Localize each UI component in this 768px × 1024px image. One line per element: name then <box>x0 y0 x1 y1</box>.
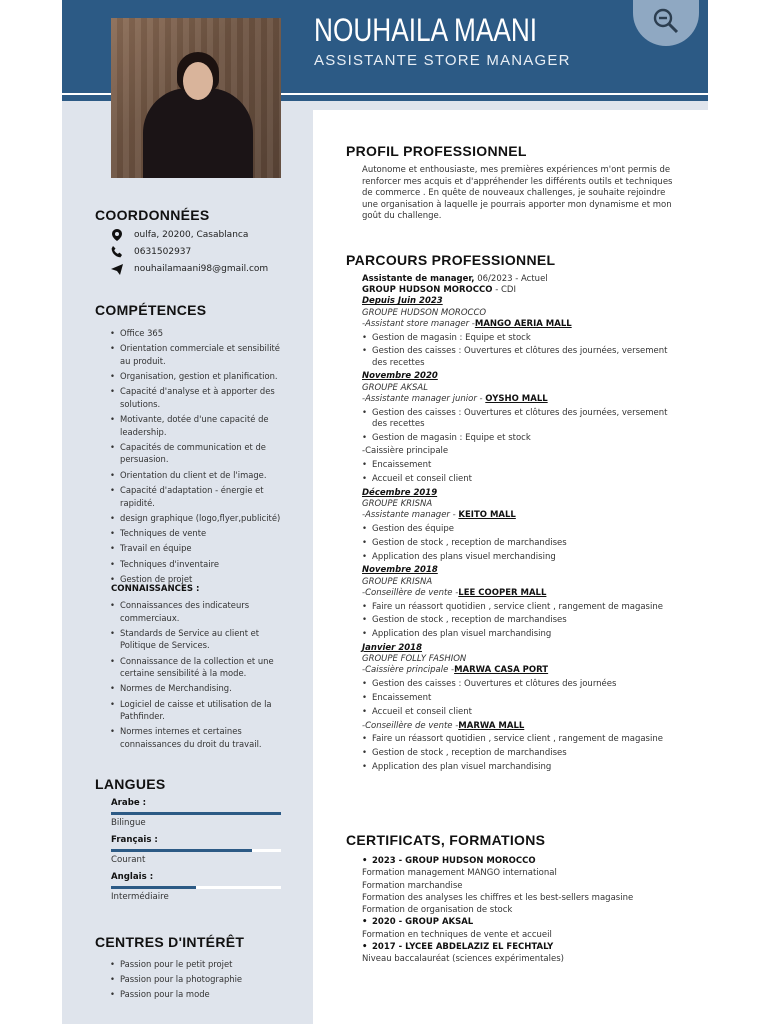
store-name: KEITO MALL <box>458 510 516 521</box>
language-level-bar <box>111 886 281 889</box>
experience-role <box>362 665 682 676</box>
list-item: • Passion pour le petit projet <box>110 958 290 971</box>
certificate-line: Formation management MANGO international <box>362 868 557 879</box>
current-period: 06/2023 - Actuel <box>474 274 548 284</box>
current-role: Assistante de manager, <box>362 274 475 284</box>
header-stripe-light <box>313 101 708 110</box>
list-item: • Connaissance de la collection et une certaine sensibilité à la mode. <box>110 655 285 680</box>
language-level: Intermédiaire <box>111 892 169 902</box>
list-item: • Passion pour la photographie <box>110 973 290 986</box>
experience-role <box>362 721 682 732</box>
profile-section-title: PROFIL PROFESSIONNEL <box>346 143 527 159</box>
list-item: • Motivante, dotée d'une capacité de leadership. <box>110 413 285 438</box>
role-title: -Assistante manager junior - <box>362 393 486 404</box>
store-name: LEE COOPER MALL <box>458 587 547 598</box>
skills-section-title: COMPÉTENCES <box>95 302 207 318</box>
experience-list <box>362 274 682 776</box>
list-item: • Gestion des équipe <box>362 524 682 535</box>
language-level: Courant <box>111 855 146 865</box>
experience-role <box>362 319 682 330</box>
certificates-section-title: CERTIFICATS, FORMATIONS <box>346 832 546 848</box>
experience-role <box>362 588 682 599</box>
location-pin-icon <box>110 229 124 241</box>
candidate-job-title: ASSISTANTE STORE MANAGER <box>314 52 571 69</box>
list-item: • Orientation du client et de l'image. <box>110 469 285 482</box>
experience-role <box>362 394 682 405</box>
profile-text: Autonome et enthousiaste, mes premières expériences m'ont permis de renforcer mes acquis et d'appréhender les différents outils et techniques de commerce . En quête de nouveaux challenges, je souhaite rejoindre une organisation à laquelle je pourrais apporter mon dynamisme et mon goût du challenge. <box>362 165 673 221</box>
language-level-fill <box>111 886 196 889</box>
task-list <box>362 734 682 773</box>
language-level-fill <box>111 812 281 815</box>
task-list <box>362 408 682 444</box>
list-item: • Faire un réassort quotidien , service client , rangement de magasine <box>362 602 682 613</box>
send-icon <box>110 263 124 275</box>
contact-email-text[interactable]: nouhailamaani98@gmail.com <box>134 264 269 274</box>
list-item: • Passion pour la mode <box>110 988 290 1001</box>
experience-date: Novembre 2018 <box>362 565 438 576</box>
experience-company: GROUPE FOLLY FASHION <box>362 654 467 665</box>
store-name: MANGO AERIA MALL <box>474 318 572 329</box>
list-item: • Logiciel de caisse et utilisation de la Pathfinder. <box>110 698 285 723</box>
list-item: • Orientation commerciale et sensibilité au produit. <box>110 342 285 367</box>
role-title: -Assistante manager - <box>362 510 459 521</box>
current-company: GROUP HUDSON MOROCCO <box>362 285 493 296</box>
phone-icon <box>110 246 124 258</box>
certificate-header: • 2017 - LYCEE ABDELAZIZ EL FECHTALY <box>362 941 682 953</box>
interests-list <box>110 958 290 1003</box>
interests-section-title: CENTRES D'INTÉRÊT <box>95 934 245 950</box>
task-list <box>362 679 682 718</box>
list-item: • Gestion des caisses : Ouvertures et clôtures des journées, versement des recettes <box>362 346 682 368</box>
certificate-header: • 2020 - GROUP AKSAL <box>362 916 682 928</box>
list-item: • Travail en équipe <box>110 542 285 555</box>
certificate-header: • 2023 - GROUP HUDSON MOROCCO <box>362 855 682 867</box>
experience-role <box>362 510 682 521</box>
list-item: • Encaissement <box>362 460 682 471</box>
candidate-name: NOUHAILA MAANI <box>314 12 538 48</box>
list-item: • Gestion de magasin : Equipe et stock <box>362 433 682 444</box>
language-level-fill <box>111 849 252 852</box>
contact-section-title: COORDONNÉES <box>95 207 210 223</box>
knowledge-list <box>110 599 285 753</box>
list-item: • Accueil et conseil client <box>362 474 682 485</box>
task-list <box>362 602 682 641</box>
list-item: • Connaissances des indicateurs commerciaux. <box>110 599 285 624</box>
list-item: • Normes de Merchandising. <box>110 682 285 695</box>
certificate-line: Formation marchandise <box>362 880 463 891</box>
list-item: • Application des plan visuel marchandising <box>362 629 682 640</box>
list-item: • Techniques de vente <box>110 527 285 540</box>
certificate-line: Niveau baccalauréat (sciences expérimentales) <box>362 954 564 965</box>
list-item: • Gestion de magasin : Equipe et stock <box>362 333 682 344</box>
experience-role <box>362 446 682 457</box>
contact-phone-text: 0631502937 <box>134 247 192 257</box>
list-item: • Gestion des caisses : Ouvertures et clôtures des journées, versement des recettes <box>362 408 682 430</box>
list-item: • Faire un réassort quotidien , service client , rangement de magasine <box>362 734 682 745</box>
certificates-list <box>362 855 682 966</box>
experience-company: GROUPE AKSAL <box>362 382 428 393</box>
experience-company: GROUPE KRISNA <box>362 499 433 509</box>
list-item: • Encaissement <box>362 693 682 704</box>
contact-email <box>110 263 268 275</box>
list-item: • Organisation, gestion et planification. <box>110 370 285 383</box>
list-item: • Gestion de stock , reception de marchandises <box>362 748 682 759</box>
experience-date: Janvier 2018 <box>362 642 422 653</box>
language-level-bar <box>111 849 281 852</box>
list-item: • Normes internes et certaines connaissances du droit du travail. <box>110 725 285 750</box>
list-item: • Office 365 <box>110 327 285 340</box>
current-contract: - CDI <box>492 285 516 296</box>
list-item: • Accueil et conseil client <box>362 707 682 718</box>
experience-blocks <box>362 296 682 773</box>
certificate-line: Formation des analyses les chiffres et les best-sellers magasine <box>362 892 634 903</box>
language-name: Arabe : <box>111 798 147 808</box>
store-name: MARWA MALL <box>458 720 525 731</box>
contact-phone <box>110 246 191 258</box>
language-level: Bilingue <box>111 818 146 828</box>
list-item: • Techniques d'inventaire <box>110 558 285 571</box>
task-list <box>362 524 682 563</box>
knowledge-title: CONNAISSANCES : <box>111 584 200 594</box>
experience-section-title: PARCOURS PROFESSIONNEL <box>346 252 556 268</box>
language-name: Français : <box>111 835 158 845</box>
zoom-out-icon <box>651 6 681 36</box>
list-item: • Capacité d'adaptation - énergie et rapidité. <box>110 484 285 509</box>
language-level-bar <box>111 812 281 815</box>
language-name: Anglais : <box>111 872 154 882</box>
role-title: -Assistant store manager - <box>362 318 475 329</box>
list-item: • Application des plan visuel marchandising <box>362 762 682 773</box>
role-title: -Conseillère de vente - <box>362 720 459 731</box>
experience-date: Depuis Juin 2023 <box>362 296 443 307</box>
list-item: • Standards de Service au client et Politique de Services. <box>110 627 285 652</box>
list-item: • Gestion des caisses : Ouvertures et clôtures des journées <box>362 679 682 690</box>
experience-date: Décembre 2019 <box>362 487 438 498</box>
list-item: • Capacité d'analyse et à apporter des solutions. <box>110 385 285 410</box>
list-item: • Capacités de communication et de persuasion. <box>110 441 285 466</box>
list-item: • Gestion de stock , reception de marchandises <box>362 615 682 626</box>
contact-address-text: oulfa, 20200, Casablanca <box>134 230 249 240</box>
role-title: -Conseillère de vente - <box>362 587 459 598</box>
task-list <box>362 460 682 485</box>
list-item: • design graphique (logo,flyer,publicité) <box>110 512 285 525</box>
certificate-line: Formation de organisation de stock <box>362 905 513 916</box>
certificate-line: Formation en techniques de vente et accueil <box>362 929 552 940</box>
profile-photo <box>111 18 281 178</box>
store-name: OYSHO MALL <box>485 393 548 404</box>
role-title: -Caissière principale - <box>362 665 455 676</box>
task-list <box>362 333 682 369</box>
list-item: • Gestion de stock , reception de marchandises <box>362 538 682 549</box>
experience-date: Novembre 2020 <box>362 371 438 382</box>
experience-company: GROUPE KRISNA <box>362 576 433 587</box>
list-item: • Gestion de projet <box>110 573 285 586</box>
skills-list <box>110 327 285 588</box>
contact-address <box>110 229 248 241</box>
list-item: • Application des plans visuel merchandising <box>362 552 682 563</box>
store-name: MARWA CASA PORT <box>454 665 549 676</box>
role-title: -Caissière principale <box>362 446 449 457</box>
languages-section-title: LANGUES <box>95 776 166 792</box>
experience-company: GROUPE HUDSON MOROCCO <box>362 307 487 318</box>
